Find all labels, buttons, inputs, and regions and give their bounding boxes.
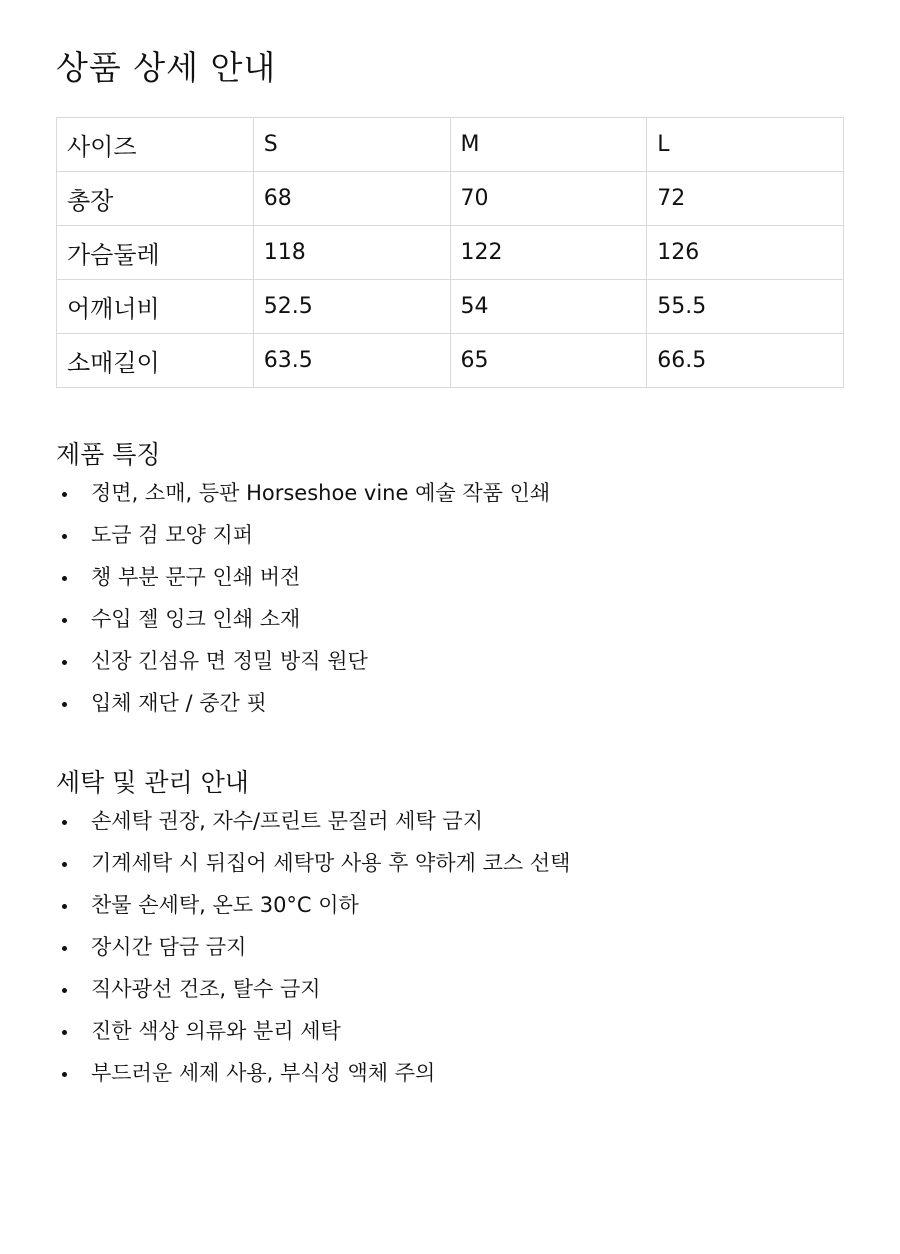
table-cell: 70 xyxy=(450,172,647,226)
list-item-text: 기계세탁 시 뒤집어 세탁망 사용 후 약하게 코스 선택 xyxy=(91,851,571,875)
bullet-icon xyxy=(62,576,67,581)
list-item xyxy=(56,640,844,682)
table-cell: 65 xyxy=(450,334,647,388)
row-label-shoulder: 어깨너비 xyxy=(57,280,254,334)
size-header-s: S xyxy=(253,118,450,172)
care-section xyxy=(56,766,844,1094)
bullet-icon xyxy=(62,492,67,497)
table-cell: 52.5 xyxy=(253,280,450,334)
list-item-text: 장시간 담금 금지 xyxy=(91,935,247,959)
features-title: 제품 특징 xyxy=(56,440,161,469)
table-row xyxy=(57,334,844,388)
features-list xyxy=(56,472,844,724)
bullet-icon xyxy=(62,1072,67,1077)
list-item xyxy=(56,842,844,884)
bullet-icon xyxy=(62,862,67,867)
list-item-text: 도금 검 모양 지퍼 xyxy=(91,523,254,547)
list-item xyxy=(56,598,844,640)
list-item-text: 부드러운 세제 사용, 부식성 액체 주의 xyxy=(91,1061,436,1085)
bullet-icon xyxy=(62,534,67,539)
list-item xyxy=(56,800,844,842)
table-cell: 63.5 xyxy=(253,334,450,388)
page-title: 상품 상세 안내 xyxy=(56,48,277,87)
table-cell: 126 xyxy=(647,226,844,280)
list-item-text: 신장 긴섬유 면 정밀 방직 원단 xyxy=(91,649,368,673)
care-list xyxy=(56,800,844,1094)
table-row xyxy=(57,280,844,334)
size-header-l: L xyxy=(647,118,844,172)
list-item-text: 직사광선 건조, 탈수 금지 xyxy=(91,977,321,1001)
list-item-text: 챙 부분 문구 인쇄 버전 xyxy=(91,565,301,589)
care-title: 세탁 및 관리 안내 xyxy=(56,768,249,797)
list-item-text: 수입 젤 잉크 인쇄 소재 xyxy=(91,607,301,631)
bullet-icon xyxy=(62,988,67,993)
list-item xyxy=(56,926,844,968)
list-item xyxy=(56,1010,844,1052)
table-cell: 66.5 xyxy=(647,334,844,388)
list-item-text: 손세탁 권장, 자수/프린트 문질러 세탁 금지 xyxy=(91,809,483,833)
table-cell: 54 xyxy=(450,280,647,334)
list-item xyxy=(56,556,844,598)
table-cell: 72 xyxy=(647,172,844,226)
list-item-text: 입체 재단 / 중간 핏 xyxy=(91,691,267,715)
list-item xyxy=(56,968,844,1010)
list-item xyxy=(56,682,844,724)
list-item xyxy=(56,1052,844,1094)
list-item-text: 찬물 손세탁, 온도 30°C 이하 xyxy=(91,893,359,917)
row-label-length: 총장 xyxy=(57,172,254,226)
table-cell: 68 xyxy=(253,172,450,226)
table-cell: 122 xyxy=(450,226,647,280)
features-section xyxy=(56,438,844,724)
table-cell: 118 xyxy=(253,226,450,280)
table-row xyxy=(57,172,844,226)
size-header-m: M xyxy=(450,118,647,172)
list-item xyxy=(56,514,844,556)
bullet-icon xyxy=(62,820,67,825)
list-item xyxy=(56,472,844,514)
size-header-label: 사이즈 xyxy=(57,118,254,172)
table-cell: 55.5 xyxy=(647,280,844,334)
row-label-chest: 가슴둘레 xyxy=(57,226,254,280)
bullet-icon xyxy=(62,1030,67,1035)
list-item-text: 진한 색상 의류와 분리 세탁 xyxy=(91,1019,341,1043)
list-item xyxy=(56,884,844,926)
row-label-sleeve: 소매길이 xyxy=(57,334,254,388)
bullet-icon xyxy=(62,946,67,951)
bullet-icon xyxy=(62,660,67,665)
list-item-text: 정면, 소매, 등판 Horseshoe vine 예술 작품 인쇄 xyxy=(91,481,551,505)
bullet-icon xyxy=(62,904,67,909)
bullet-icon xyxy=(62,702,67,707)
bullet-icon xyxy=(62,618,67,623)
table-row xyxy=(57,226,844,280)
size-table-header-row xyxy=(57,118,844,172)
size-table xyxy=(56,117,844,388)
